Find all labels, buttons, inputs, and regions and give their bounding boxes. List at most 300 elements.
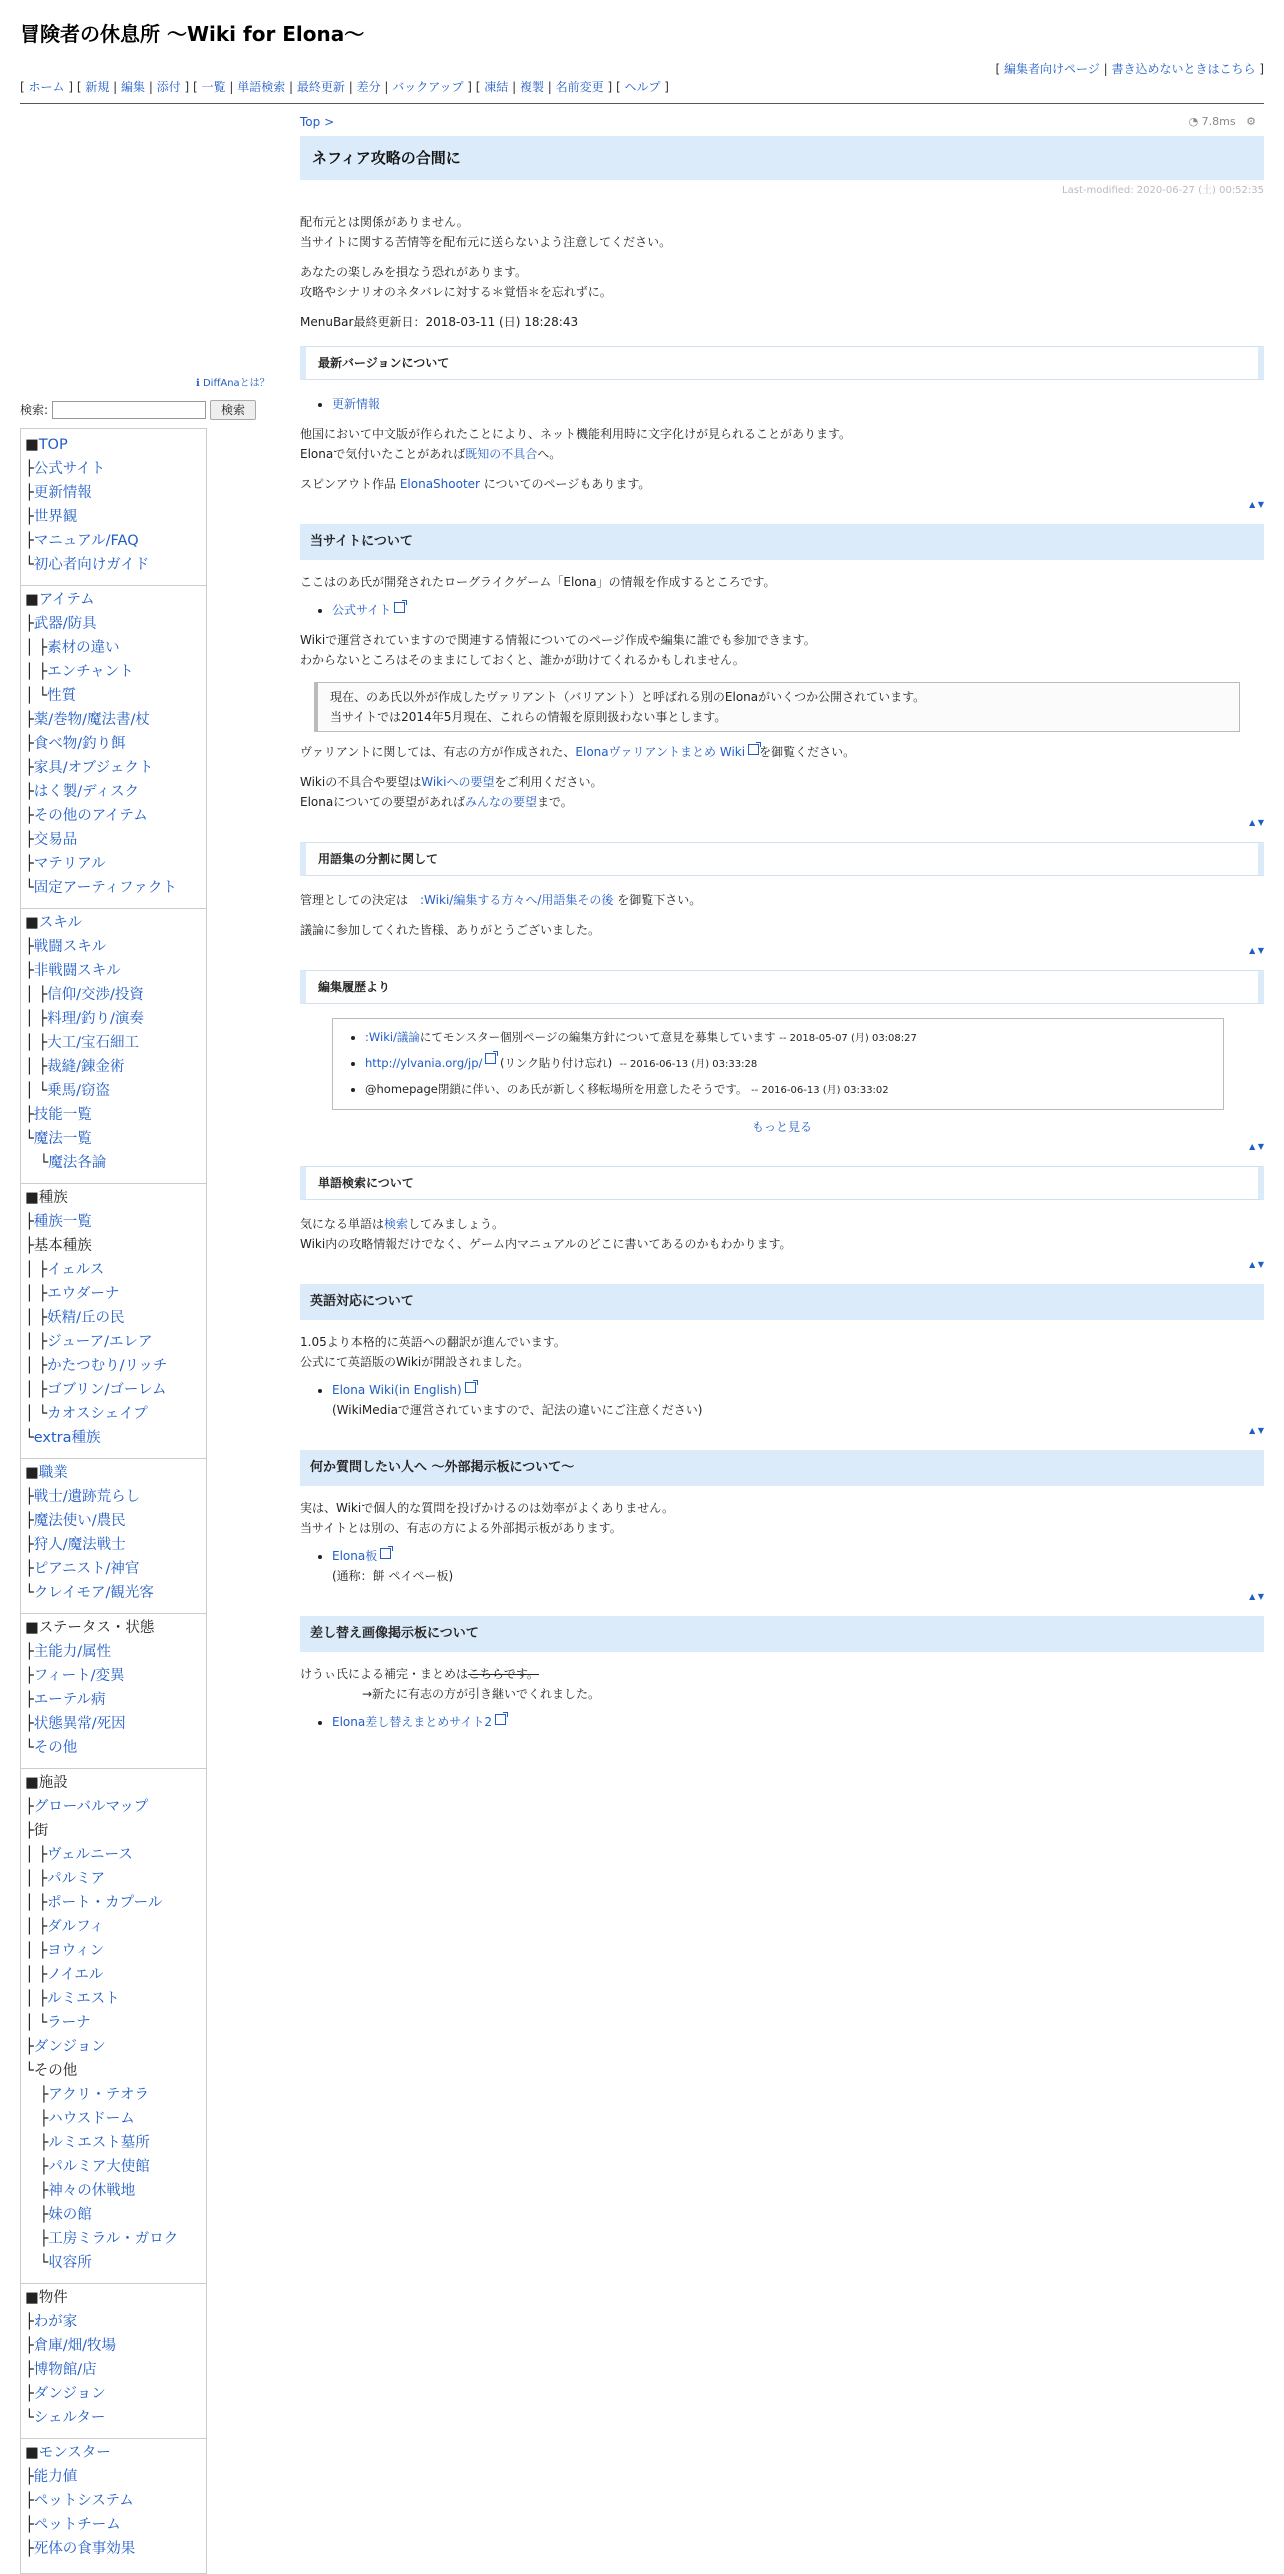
gear-icon[interactable]: ⚙ bbox=[1246, 115, 1256, 128]
tree-branch: │ └ bbox=[25, 2015, 48, 2031]
tree-branch: │ ├ bbox=[25, 1310, 48, 1326]
speedometer-icon: ◔ bbox=[1188, 115, 1202, 128]
tree-branch: │ ├ bbox=[25, 1871, 48, 1887]
menu-group bbox=[21, 431, 206, 586]
sidebar-item-link[interactable]: わが家 bbox=[33, 2314, 78, 2330]
nav-edit[interactable]: 編集 bbox=[121, 80, 146, 94]
sidebar-item-link[interactable]: ダンジョン bbox=[33, 2386, 106, 2402]
editor-page-link[interactable]: 編集者向けページ bbox=[1004, 62, 1100, 76]
sidebar-item bbox=[25, 1402, 202, 1426]
sidebar-item-link[interactable]: カオスシェイプ bbox=[47, 1406, 148, 1422]
sidebar-item bbox=[25, 1867, 202, 1891]
perf-indicator: ◔ 7.8ms ⚙ bbox=[1188, 115, 1256, 128]
glossary-link[interactable]: :Wiki/編集する方々へ/用語集その後 bbox=[420, 893, 614, 907]
ylvania-link[interactable]: http://ylvania.org/jp/ bbox=[365, 1056, 483, 1070]
sidebar-item bbox=[25, 1795, 202, 1819]
sidebar-item bbox=[25, 553, 202, 577]
tree-branch: ├ bbox=[25, 736, 34, 752]
about-para: ここはのあ氏が開発されたローグライクゲーム「Elona」の情報を作成するところです。 bbox=[300, 575, 776, 589]
external-link-icon bbox=[465, 1382, 476, 1393]
bug-report-note: Elonaで気付いたことがあれば既知の不具合へ。 bbox=[300, 447, 562, 461]
section-latest-version: 最新バージョンについて bbox=[300, 346, 1264, 380]
sidebar-item bbox=[25, 911, 202, 935]
elona-board-link[interactable]: Elona板 bbox=[332, 1549, 378, 1563]
sidebar-item-link[interactable]: 狩人/魔法戦士 bbox=[33, 1537, 126, 1553]
sidebar-item-link[interactable]: 戦士/遺跡荒らし bbox=[33, 1489, 141, 1505]
sidebar-item bbox=[25, 1664, 202, 1688]
sidebar-item bbox=[25, 2441, 202, 2465]
wiki-discussion-link[interactable]: :Wiki/議論 bbox=[365, 1030, 420, 1044]
tree-branch: ├ bbox=[25, 1668, 34, 1684]
sidebar-item bbox=[25, 959, 202, 983]
update-info-link[interactable]: 更新情報 bbox=[332, 397, 381, 411]
cannot-write-link[interactable]: 書き込めないときはこちら bbox=[1111, 62, 1256, 76]
sidebar-item-link[interactable]: エーテル病 bbox=[33, 1692, 106, 1708]
nav-diff[interactable]: 差分 bbox=[356, 80, 381, 94]
sidebar-item-link[interactable]: 初心者向けガイド bbox=[33, 557, 150, 573]
tree-branch: ├ bbox=[25, 1692, 34, 1708]
tree-branch: ├ bbox=[25, 2159, 49, 2175]
sidebar-item bbox=[25, 660, 202, 684]
sidebar-item-link[interactable]: ルミエスト bbox=[47, 1991, 120, 2007]
tree-branch: ├ bbox=[25, 2338, 34, 2354]
jump-arrows[interactable]: ▲ ▼ bbox=[1249, 1592, 1264, 1601]
sidebar-item bbox=[25, 804, 202, 828]
sidebar-item-link[interactable]: 乗馬/窃盗 bbox=[47, 1083, 110, 1099]
known-bugs-link[interactable]: 既知の不具合 bbox=[465, 447, 538, 461]
sidebar-item bbox=[25, 2083, 202, 2107]
nav-freeze[interactable]: 凍結 bbox=[484, 80, 509, 94]
sidebar-item-link[interactable]: ピアニスト/神官 bbox=[33, 1561, 140, 1577]
sidebar-item-link[interactable]: 工房ミラル・ガロク bbox=[48, 2231, 179, 2247]
tree-branch: ├ bbox=[25, 509, 34, 525]
nav-word-search[interactable]: 単語検索 bbox=[237, 80, 286, 94]
english-wiki-link[interactable]: Elona Wiki(in English) bbox=[332, 1383, 462, 1397]
sidebar-item bbox=[25, 1127, 202, 1151]
sidebar-item bbox=[25, 2465, 202, 2489]
sidebar-item bbox=[25, 1939, 202, 1963]
sidebar-item bbox=[25, 457, 202, 481]
nav-help[interactable]: ヘルプ bbox=[624, 80, 661, 94]
sidebar-menu bbox=[20, 428, 207, 2574]
sidebar-item-link[interactable]: 非戦闘スキル bbox=[33, 963, 121, 979]
replacement-site-link[interactable]: Elona差し替えまとめサイト2 bbox=[332, 1715, 493, 1729]
sidebar-item-link[interactable]: パルミア大使館 bbox=[48, 2159, 150, 2175]
tree-branch: │ └ bbox=[25, 1083, 48, 1099]
sidebar-item-link[interactable]: 食べ物/釣り餌 bbox=[33, 736, 126, 752]
sidebar-item-label: 基本種族 bbox=[33, 1238, 92, 1254]
requests-para: Wikiの不具合や要望はWikiへの要望をご利用ください。 Elonaについての要望があればみんなの要望まで。 bbox=[300, 775, 603, 809]
sidebar-item-link[interactable]: パルミア bbox=[47, 1871, 106, 1887]
tree-branch: │ ├ bbox=[25, 1919, 48, 1935]
sidebar-item-link[interactable]: マテリアル bbox=[33, 856, 106, 872]
jump-arrows[interactable]: ▲ ▼ bbox=[1249, 946, 1264, 955]
tree-branch: ├ bbox=[25, 2386, 34, 2402]
tree-branch: ├ bbox=[25, 533, 34, 549]
tree-branch: ■ bbox=[25, 1775, 39, 1791]
sidebar-item-link[interactable]: エウダーナ bbox=[47, 1286, 120, 1302]
diffana-link[interactable]: ℹ DiffAnaとは？ bbox=[196, 378, 270, 389]
tree-branch: └ bbox=[25, 557, 34, 573]
tree-branch: ■ bbox=[25, 2290, 39, 2306]
sidebar-item-link[interactable]: ペットシステム bbox=[33, 2493, 134, 2509]
sidebar-item bbox=[25, 1079, 202, 1103]
english-list bbox=[300, 1380, 1264, 1420]
more-link-wrap bbox=[300, 1118, 1264, 1136]
sidebar-item-link[interactable]: モンスター bbox=[38, 2445, 111, 2461]
sidebar-item bbox=[25, 1581, 202, 1605]
jump-arrows[interactable]: ▲ ▼ bbox=[1249, 1426, 1264, 1435]
breadcrumb-top[interactable]: Top > bbox=[300, 115, 335, 129]
sidebar-item-link[interactable]: イェルス bbox=[47, 1262, 105, 1278]
search-link[interactable]: 検索 bbox=[384, 1217, 409, 1231]
sidebar-item-link[interactable]: その他のアイテム bbox=[33, 808, 148, 824]
sidebar-item bbox=[25, 2131, 202, 2155]
sidebar-item bbox=[25, 2406, 202, 2430]
sidebar-item bbox=[25, 1533, 202, 1557]
tree-branch: ├ bbox=[25, 2135, 49, 2151]
sidebar-item-link[interactable]: ジューア/エレア bbox=[47, 1334, 153, 1350]
sidebar-item-link[interactable]: ルミエスト墓所 bbox=[48, 2135, 150, 2151]
tree-branch: ├ bbox=[25, 2362, 34, 2378]
sidebar-item bbox=[25, 1306, 202, 1330]
tree-branch: ■ bbox=[25, 592, 39, 608]
sidebar-item-link[interactable]: ノイエル bbox=[47, 1967, 104, 1983]
sidebar-item-link[interactable]: 公式サイト bbox=[33, 461, 106, 477]
word-search-para: 気になる単語は検索してみましょう。 Wiki内の攻略情報だけでなく、ゲーム内マニュアルのどこに書いてあるのかもわかります。 bbox=[300, 1217, 792, 1251]
sidebar-item bbox=[25, 780, 202, 804]
tree-branch: │ ├ bbox=[25, 1035, 48, 1051]
nav-new[interactable]: 新規 bbox=[85, 80, 110, 94]
sidebar-item-link[interactable]: 倉庫/畑/牧場 bbox=[33, 2338, 117, 2354]
sidebar-item-link[interactable]: 交易品 bbox=[33, 832, 78, 848]
nav-home[interactable]: ホーム bbox=[28, 80, 65, 94]
sidebar-item-link[interactable]: 主能力/属性 bbox=[33, 1644, 112, 1660]
sidebar-item bbox=[25, 1151, 202, 1175]
tree-branch: ├ bbox=[25, 1489, 34, 1505]
menu-group bbox=[21, 2439, 206, 2569]
sidebar-item-link[interactable]: 素材の違い bbox=[47, 640, 120, 656]
tree-branch: │ ├ bbox=[25, 1847, 48, 1863]
nav-backup[interactable]: バックアップ bbox=[392, 80, 464, 94]
sidebar-item-link[interactable]: 薬/巻物/魔法書/杖 bbox=[33, 712, 150, 728]
sidebar-item-link[interactable]: アクリ・テオラ bbox=[48, 2087, 150, 2103]
tree-branch: ├ bbox=[25, 712, 34, 728]
sidebar-item bbox=[25, 433, 202, 457]
sidebar-item bbox=[25, 732, 202, 756]
old-summary-link[interactable]: こちらです。 bbox=[468, 1667, 539, 1681]
sidebar-item bbox=[25, 1210, 202, 1234]
sidebar-item-link[interactable]: 妹の館 bbox=[48, 2207, 92, 2223]
sidebar-item-link[interactable]: ポート・カプール bbox=[47, 1895, 163, 1911]
jump-arrows[interactable]: ▲ ▼ bbox=[1249, 500, 1264, 509]
sidebar-item-link[interactable]: extra種族 bbox=[33, 1430, 101, 1446]
sidebar-item-link[interactable]: 武器/防具 bbox=[33, 616, 97, 632]
sidebar-item-link[interactable]: 料理/釣り/演奏 bbox=[47, 1011, 144, 1027]
sidebar-item-link[interactable]: ヨウィン bbox=[47, 1943, 105, 1959]
sidebar-item-link[interactable]: はく製/ディスク bbox=[33, 784, 139, 800]
list-item: • :Wiki/議論にてモンスター個別ページの編集方針について意見を募集しています -- 2018-05-07 (月) 03:08:27 bbox=[365, 1025, 1213, 1051]
menu-group bbox=[21, 1614, 206, 1769]
tree-branch: ├ bbox=[25, 1107, 34, 1123]
jump-arrows[interactable]: ▲ ▼ bbox=[1249, 818, 1264, 827]
tree-branch: └ bbox=[25, 1585, 34, 1601]
latest-version-list bbox=[300, 394, 1264, 414]
sidebar-item-link[interactable]: 博物館/店 bbox=[33, 2362, 97, 2378]
sidebar-item-link[interactable]: ハウスドーム bbox=[48, 2111, 135, 2127]
sidebar-item bbox=[25, 1007, 202, 1031]
sidebar-item-link[interactable]: 家具/オブジェクト bbox=[33, 760, 154, 776]
tree-branch: ■ bbox=[25, 1465, 39, 1481]
sidebar-item bbox=[25, 1234, 202, 1258]
sidebar-item-link[interactable]: 信仰/交渉/投資 bbox=[47, 987, 144, 1003]
elonashooter-link[interactable]: ElonaShooter bbox=[399, 477, 480, 491]
sidebar-item bbox=[25, 1103, 202, 1127]
tree-branch: │ ├ bbox=[25, 664, 48, 680]
sidebar-item-link[interactable]: エンチャント bbox=[47, 664, 134, 680]
sidebar-item bbox=[25, 2489, 202, 2513]
sidebar-item bbox=[25, 1616, 202, 1640]
list-item bbox=[332, 600, 1264, 620]
more-link[interactable]: もっと見る bbox=[751, 1120, 812, 1134]
english-para: 1.05より本格的に英語への翻訳が進んでいます。 公式にて英語版のWikiが開設されました。 bbox=[300, 1335, 566, 1369]
variant-notice: 現在、のあ氏以外が作成したヴァリアント（バリアント）と呼ばれる別のElonaがいくつか公開されています。 当サイトでは2014年5月現在、これらの情報を原則扱わない事とします。 bbox=[314, 682, 1240, 732]
sidebar-item bbox=[25, 2203, 202, 2227]
tree-branch: ├ bbox=[25, 485, 34, 501]
tree-branch: ■ bbox=[25, 1190, 39, 1206]
sidebar-item-link[interactable]: マニュアル/FAQ bbox=[33, 533, 139, 549]
sidebar-item bbox=[25, 1330, 202, 1354]
sidebar-item-link[interactable]: 世界観 bbox=[33, 509, 78, 525]
last-modified: Last-modified: 2020-06-27 (土) 00:52:35 bbox=[1062, 185, 1264, 196]
sidebar-item-link[interactable]: クレイモア/観光客 bbox=[33, 1585, 154, 1601]
list-item: • Elona Wiki(in English) (WikiMediaで運営されていますので、記法の違いにご注意ください) bbox=[332, 1380, 1264, 1420]
sidebar-item-link[interactable]: 固定アーティファクト bbox=[33, 880, 177, 896]
tree-branch: └ bbox=[25, 880, 34, 896]
nav-rename[interactable]: 名前変更 bbox=[555, 80, 604, 94]
sidebar-item-link[interactable]: 職業 bbox=[38, 1465, 68, 1481]
sidebar-item bbox=[25, 1557, 202, 1581]
tree-branch: ├ bbox=[25, 1537, 34, 1553]
sidebar-item bbox=[25, 876, 202, 900]
sidebar-item-link[interactable]: グローバルマップ bbox=[33, 1799, 149, 1815]
sidebar-item bbox=[25, 2513, 202, 2537]
sidebar-item-link[interactable]: 収容所 bbox=[48, 2255, 92, 2271]
sidebar-item bbox=[25, 505, 202, 529]
sidebar-item-link[interactable]: 性質 bbox=[47, 688, 77, 704]
editor-nav: [ 編集者向けページ | 書き込めないときはこちら ] bbox=[995, 62, 1264, 76]
sidebar-item-link[interactable]: 戦闘スキル bbox=[33, 939, 107, 955]
sidebar-item-link[interactable]: 技能一覧 bbox=[33, 1107, 92, 1123]
tree-branch: ├ bbox=[25, 2231, 49, 2247]
sidebar-item bbox=[25, 1963, 202, 1987]
sidebar-item-link[interactable]: 大工/宝石細工 bbox=[47, 1035, 139, 1051]
section-image-board: 差し替え画像掲示板について bbox=[300, 1616, 1264, 1652]
tree-branch: │ ├ bbox=[25, 1895, 48, 1911]
tree-branch: │ └ bbox=[25, 1406, 48, 1422]
sidebar-item bbox=[25, 1354, 202, 1378]
sidebar-item bbox=[25, 1736, 202, 1760]
search-form bbox=[20, 400, 256, 420]
sidebar-item bbox=[25, 1509, 202, 1533]
jump-arrows[interactable]: ▲ ▼ bbox=[1249, 1142, 1264, 1151]
image-board-para: けうぃ氏による補完・まとめはこちらです。 →新たに有志の方が引き継いでくれました。 bbox=[300, 1667, 601, 1701]
tree-branch: ├ bbox=[25, 963, 34, 979]
variant-wiki-para: ヴァリアントに関しては、有志の方が作成された、Elonaヴァリアントまとめ Wiki を御覧ください。 bbox=[300, 745, 856, 759]
sidebar-item bbox=[25, 2059, 202, 2083]
tree-branch: └ bbox=[25, 1155, 49, 1171]
tree-branch: │ ├ bbox=[25, 640, 48, 656]
breadcrumb bbox=[300, 108, 1264, 136]
sidebar-item-link[interactable]: その他 bbox=[33, 1740, 78, 1756]
spinout-note: スピンアウト作品 ElonaShooter についてのページもあります。 bbox=[300, 477, 651, 491]
sidebar-item bbox=[25, 2179, 202, 2203]
sidebar-item-link[interactable]: 更新情報 bbox=[33, 485, 92, 501]
tree-branch: ■ bbox=[25, 437, 39, 453]
sidebar-item-link[interactable]: フィート/変異 bbox=[33, 1668, 125, 1684]
sidebar-item bbox=[25, 1055, 202, 1079]
tree-branch: ├ bbox=[25, 2493, 34, 2509]
nav-list[interactable]: 一覧 bbox=[201, 80, 226, 94]
sidebar-item-link[interactable]: 裁縫/錬金術 bbox=[47, 1059, 125, 1075]
nav-attach[interactable]: 添付 bbox=[156, 80, 181, 94]
everyone-requests-link[interactable]: みんなの要望 bbox=[464, 795, 537, 809]
sidebar-item-link[interactable]: シェルター bbox=[33, 2410, 106, 2426]
sidebar-item bbox=[25, 588, 202, 612]
tree-branch: ├ bbox=[25, 808, 34, 824]
sidebar-item bbox=[25, 1915, 202, 1939]
list-item bbox=[332, 1712, 1264, 1732]
tree-branch: ├ bbox=[25, 2183, 49, 2199]
questions-list bbox=[300, 1546, 1264, 1586]
main-content bbox=[300, 108, 1264, 1732]
sidebar-item-link[interactable]: 神々の休戦地 bbox=[48, 2183, 136, 2199]
list-item bbox=[332, 394, 1264, 414]
sidebar-item-link[interactable]: 死体の食事効果 bbox=[33, 2541, 136, 2557]
sidebar-item bbox=[25, 1843, 202, 1867]
sidebar-item bbox=[25, 2011, 202, 2035]
sidebar-item bbox=[25, 1378, 202, 1402]
section-edit-history: 編集履歴より bbox=[300, 970, 1264, 1004]
tree-branch: └ bbox=[25, 2063, 34, 2079]
sidebar-item-link[interactable]: ペットチーム bbox=[33, 2517, 121, 2533]
sidebar-item bbox=[25, 1819, 202, 1843]
sidebar-item-link[interactable]: 妖精/丘の民 bbox=[47, 1310, 125, 1326]
sidebar-item bbox=[25, 852, 202, 876]
tree-branch: ├ bbox=[25, 856, 34, 872]
sidebar-item bbox=[25, 684, 202, 708]
tree-branch: ├ bbox=[25, 2517, 34, 2533]
official-site-link[interactable]: 公式サイト bbox=[332, 603, 392, 617]
sidebar-item bbox=[25, 1891, 202, 1915]
info-icon: ℹ bbox=[196, 378, 203, 389]
external-link-icon bbox=[380, 1548, 391, 1559]
tree-branch: │ ├ bbox=[25, 1967, 48, 1983]
sidebar-item bbox=[25, 2155, 202, 2179]
sidebar-item bbox=[25, 481, 202, 505]
tree-branch: ├ bbox=[25, 1644, 34, 1660]
external-link-icon bbox=[495, 1714, 506, 1725]
sidebar-item-link[interactable]: ラーナ bbox=[47, 2015, 91, 2031]
sidebar-item-link[interactable]: 能力値 bbox=[33, 2469, 78, 2485]
tree-branch: └ bbox=[25, 2410, 34, 2426]
jump-arrows[interactable]: ▲ ▼ bbox=[1249, 1260, 1264, 1269]
tree-branch: │ ├ bbox=[25, 1991, 48, 2007]
sidebar-item-link[interactable]: 種族一覧 bbox=[33, 1214, 92, 1230]
sidebar-item-link[interactable]: ダルフィ bbox=[47, 1919, 104, 1935]
list-item: • http://ylvania.org/jp/ (リンク貼り付け忘れ) -- 2016-06-13 (月) 03:33:28 bbox=[365, 1051, 1213, 1077]
sidebar-item bbox=[25, 2286, 202, 2310]
sidebar-item-link[interactable]: 魔法使い/農民 bbox=[33, 1513, 126, 1529]
search-button[interactable]: 検索 bbox=[210, 400, 256, 420]
sidebar-item-label: 街 bbox=[33, 1823, 49, 1839]
nav-recent[interactable]: 最終更新 bbox=[296, 80, 345, 94]
sidebar-item bbox=[25, 1282, 202, 1306]
sidebar-item-link[interactable]: ヴェルニース bbox=[47, 1847, 133, 1863]
tree-branch: │ ├ bbox=[25, 1262, 48, 1278]
menubar-updated: MenuBar最終更新日：2018-03-11 (日) 18:28:43 bbox=[300, 315, 579, 329]
tree-branch: ├ bbox=[25, 1214, 34, 1230]
search-input[interactable] bbox=[52, 401, 206, 419]
sidebar-item-label: ステータス・状態 bbox=[38, 1620, 155, 1636]
tree-branch: ├ bbox=[25, 784, 34, 800]
sidebar-item bbox=[25, 935, 202, 959]
tree-branch: │ ├ bbox=[25, 987, 48, 1003]
tree-branch: ├ bbox=[25, 1799, 34, 1815]
tree-branch: ├ bbox=[25, 760, 34, 776]
sidebar-item bbox=[25, 2310, 202, 2334]
tree-branch: ■ bbox=[25, 2445, 39, 2461]
sidebar-item-link[interactable]: ゴブリン/ゴーレム bbox=[47, 1382, 167, 1398]
tree-branch: ├ bbox=[25, 1716, 34, 1732]
tree-branch: ├ bbox=[25, 1823, 34, 1839]
sidebar-item-label: その他 bbox=[33, 2063, 78, 2079]
sidebar-item bbox=[25, 1640, 202, 1664]
sidebar-item-link[interactable]: スキル bbox=[38, 915, 83, 931]
sidebar-item bbox=[25, 529, 202, 553]
external-link-icon bbox=[748, 744, 759, 755]
tree-branch: ├ bbox=[25, 461, 34, 477]
variant-wiki-link[interactable]: Elonaヴァリアントまとめ Wiki bbox=[575, 745, 746, 759]
sidebar-item-link[interactable]: 魔法一覧 bbox=[33, 1131, 92, 1147]
sidebar-item-link[interactable]: アイテム bbox=[38, 592, 95, 608]
section-english: 英語対応について bbox=[300, 1284, 1264, 1320]
wiki-requests-link[interactable]: Wikiへの要望 bbox=[421, 775, 495, 789]
sidebar-item bbox=[25, 636, 202, 660]
tree-branch: │ ├ bbox=[25, 1358, 48, 1374]
sidebar-item bbox=[25, 2382, 202, 2406]
page-title: ネフィア攻略の合間に bbox=[300, 136, 1264, 180]
sidebar-item bbox=[25, 1485, 202, 1509]
sidebar-item bbox=[25, 756, 202, 780]
tree-branch: │ ├ bbox=[25, 1334, 48, 1350]
sidebar-item-link[interactable]: 魔法各論 bbox=[48, 1155, 107, 1171]
sidebar-item-link[interactable]: TOP bbox=[38, 437, 68, 453]
sidebar-item-link[interactable]: ダンジョン bbox=[33, 2039, 106, 2055]
tree-branch: │ └ bbox=[25, 688, 48, 704]
sidebar-item-link[interactable]: かたつむり/リッチ bbox=[47, 1358, 168, 1374]
intro-para-1: 配布元とは関係がありません。 当サイトに関する苦情等を配布元に送らないよう注意してください。 bbox=[300, 215, 672, 249]
menu-group bbox=[21, 586, 206, 909]
list-item: • Elona板 (通称：餅 ペイペー板) bbox=[332, 1546, 1264, 1586]
questions-para: 実は、Wikiで個人的な質問を投げかけるのは効率がよくありません。 当サイトとは別の、有志の方による外部掲示板があります。 bbox=[300, 1501, 674, 1535]
tree-branch: ├ bbox=[25, 939, 34, 955]
nav-copy[interactable]: 複製 bbox=[519, 80, 544, 94]
menu-group bbox=[21, 2284, 206, 2439]
sidebar-item-link[interactable]: 状態異常/死因 bbox=[33, 1716, 126, 1732]
tree-branch: │ ├ bbox=[25, 1286, 48, 1302]
sidebar-item bbox=[25, 1031, 202, 1055]
